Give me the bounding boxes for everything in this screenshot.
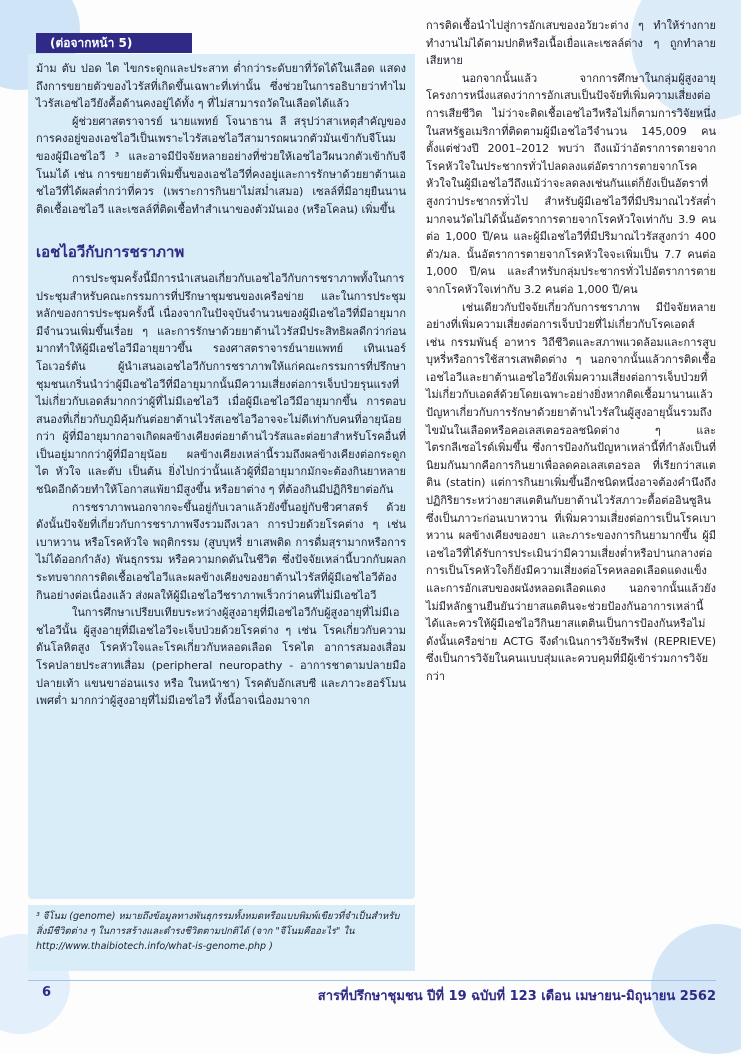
page-number: 6 <box>42 985 52 1000</box>
footnote-text: ³ จีโนม (genome) หมายถึงข้อมูลทางพันธุกรรมทั้งหมดหรือแบบพิมพ์เขียวที่จำเป็นสำหรับสิ่งมีชีวิตต่าง ๆ ในการสร้างและดำรงชีวิตตามปกติได้ (จาก "จีโนมคืออะไร" ใน <box>36 911 400 937</box>
right-column <box>426 17 716 686</box>
footer-divider <box>28 980 716 981</box>
paragraph: การชราภาพนอกจากจะขึ้นอยู่กับเวลาแล้วยังขึ้นอยู่กับชีวศาสตร์ ด้วย ดังนั้นปัจจัยที่เกี่ยวกับการชราภาพจึงรวมถึงเวลา การป่วยด้วยโรคต่าง ๆ เช่น เบาหวาน หรือโรคหัวใจ พฤติกรรม (สูบบุหรี่ ยาเสพติด การดื่มสุรามากหรือการไม่ได้ออกกำลัง) พันธุกรรม หรือความกดดันในชีวิต ซึ่งปัจจัยเหล่านี้บวกกับผลกระทบจากการติดเชื้อเอชไอวีและผลข้างเคียงของยาต้านไวรัสที่ผู้มีเอชไอวีต้องกินอย่างต่อเนื่องแล้ว ส่งผลให้ผู้มีเอชไอวีชราภาพเร็วกว่าคนที่ไม่มีเอชไอวี <box>36 500 406 602</box>
footnote-link[interactable]: http://www.thaibiotech.info/what-is-genome.php ) <box>36 941 273 952</box>
footnote <box>28 905 415 971</box>
left-column <box>36 60 406 710</box>
paragraph: นอกจากนั้นแล้ว จากการศึกษาในกลุ่มผู้สูงอายุโครงการหนึ่งแสดงว่าการอักเสบเป็นปัจจัยที่เพิ่มความเสี่ยงต่อการเสียชีวิต ไม่ว่าจะติดเชื้อเอชไอวีหรือไม่ก็ตามการวิจัยหนึ่งในสหรัฐอเมริกาที่ติดตามผู้มีเอชไอวีจำนวน 145,009 คน ตั้งแต่ช่วงปี 2001–2012 พบว่า ถึงแม้ว่าอัตราการตายจากโรคหัวใจในประชากรทั่วไปลดลงแต่อัตราการตายจากโรคหัวใจในผู้มีเอชไอวีถึงแม้ว่าจะลดลงเช่นกันแต่ก็ยังเป็นอัตราที่สูงกว่าประชากรทั่วไป สำหรับผู้มีเอชไอวีที่มีปริมาณไวรัสต่ำมากจนวัดไม่ได้นั้นอัตราการตายจากโรคหัวใจเท่ากับ 3.9 คนต่อ 1,000 ปี/คน และผู้มีเอชไอวีที่มีปริมาณไวรัสสูงกว่า 400 ตัว/มล. นั้นอัตราการตายจากโรคหัวใจจะเพิ่มเป็น 7.7 คนต่อ 1,000 ปี/คน และสำหรับกลุ่มประชากรทั่วไปอัตราการตายจากโรคหัวใจเท่ากับ 3.2 คนต่อ 1,000 ปี/คน <box>426 71 716 296</box>
paragraph: ม้าม ตับ ปอด ไต ไขกระดูกและประสาท ต่ำกว่าระดับยาที่วัดได้ในเลือด แสดงถึงการขยายตัวของไวรัสที่เกิดขึ้นเฉพาะที่เท่านั้น ซึ่งช่วยในการอธิบายว่าทำไมไวรัสเอชไอวียังคื้อด้านคงอยู่ได้ทั้ง ๆ ที่ไม่สามารถวัดในเลือดได้แล้ว <box>36 62 406 111</box>
paragraph: ในการศึกษาเปรียบเทียบระหว่างผู้สูงอายุที่มีเอชไอวีกับผู้สูงอายุที่ไม่มีเอชไอวีนั้น ผู้สูงอายุที่มีเอชไอวีจะเจ็บป่วยด้วยโรคต่าง ๆ เช่น โรคเกี่ยวกับความดันโลหิตสูง โรคหัวใจและโรคเกี่ยวกับหลอดเลือด โรคไต อาการสมองเสื่อม โรคปลายประสาทเสื่อม (peripheral neuropathy - อาการชาตามปลายมือ ปลายเท้า แขนขาอ่อนแรง หรือ ในหน้าชา) โรคตับอักเสบซี และภาวะฮอร์โมนเพศต่ำ มากกว่าผู้สูงอายุที่ไม่มีเอชไอวี ทั้งนี้อาจเนื่องมาจาก <box>36 606 406 708</box>
paragraph: เช่นเดียวกับปัจจัยเกี่ยวกับการชราภาพ มีปัจจัยหลายอย่างที่เพิ่มความเสี่ยงต่อการเจ็บป่วยที่ไม่เกี่ยวกับโรคเอดส์ เช่น กรรมพันธุ์ อาหาร วิถีชีวิตและสภาพแวดล้อมและการสูบบุหรี่หรือการใช้สารเสพติดต่าง ๆ นอกจากนั้นแล้วการติดเชื้อเอชไอวีและยาต้านเอชไอวียังเพิ่มความเสี่ยงต่อการเจ็บป่วยที่ไม่เกี่ยวกับเอดส์ด้วยโดยเฉพาะอย่างยิ่งหากติดเชื้อมานานแล้ว ปัญหาเกี่ยวกับการรักษาด้วยยาต้านไวรัสในผู้สูงอายุนั้นรวมถึงไขมันในเลือดหรือคอเลสเตอรอลชนิดต่าง ๆ และไตรกลีเซอไรด์เพิ่มขึ้น ซึ่งการป้องกันปัญหาเหล่านี้ที่กำลังเป็นที่นิยมกันมากคือการกินยาเพื่อลดคอเลสเตอรอล ที่เรียกว่าสแตติน (statin) แต่การกินยาเพิ่มขึ้นอีกชนิดหนึ่งอาจต้องคำนึงถึงปฏิกิริยาระหว่างยาสแตตินกับยาต้านไวรัสภาวะดื้อต่ออินซูลินซึ่งเป็นภาวะก่อนเบาหวาน ที่เพิ่มความเสี่ยงต่อการเป็นโรคเบาหวาน ผลข้างเคียงของยา และภาระของการกินยามากขึ้น ผู้มีเอชไอวีที่ได้รับการประเมินว่ามีความเสี่ยงต่ำหรือปานกลางต่อการเป็นโรคหัวใจก็ยังมีความเสี่ยงต่อโรคหลอดเลือดแดงแข็งและการอักเสบของผนังหลอดเลือดแดง นอกจากนั้นแล้วยังไม่มีหลักฐานยืนยันว่ายาสแตตินจะช่วยป้องกันอาการเหล่านี้ได้และควรให้ผู้มีเอชไอวีกินยาสแตตินเป็นการป้องกันหรือไม่ ดังนั้นเครือข่าย ACTG จึงดำเนินการวิจัยรีพรีฟ (REPRIEVE) ซึ่งเป็นการวิจัยในคนแบบสุ่มและควบคุมที่มีผู้เข้าร่วมการวิจัยกว่า <box>426 300 716 683</box>
paragraph: การติดเชื้อนำไปสู่การอักเสบของอวัยวะต่าง ๆ ทำให้ร่างกายทำงานไม่ได้ตามปกติหรือเนื้อเยื่อและเซลล์ต่าง ๆ ถูกทำลายเสียหาย <box>426 19 716 68</box>
paragraph: การประชุมครั้งนี้มีการนำเสนอเกี่ยวกับเอชไอวีกับการชราภาพทั้งในการประชุมสำหรับคณะกรรมการที่ปรึกษาชุมชนของเครือข่าย และในการประชุมหลักของการประชุมครั้งนี้ เนื่องจากในปัจจุบันจำนวนของผู้มีเอชไอวีที่มีอายุมากมีจำนวนเพิ่มขึ้นเรื่อย ๆ และการรักษาด้วยยาต้านไวรัสมีประสิทธิผลดีกว่าก่อนมากทำให้ผู้มีเอชไอวีมีอายุยาวขึ้น รองศาสตราจารย์นายแพทย์ เทินเนอร์ โอเวอร์ตัน ผู้นำเสนอเอชไอวีกับการชราภาพให้แก่คณะกรรมการที่ปรึกษาชุมชนเกริ่นนำว่าผู้มีเอชไอวีที่มีอายุมากนั้นมีความเสี่ยงต่อการเจ็บป่วยรุนแรงที่ไม่เกี่ยวกับเอดส์มากกว่าผู้ที่ไม่มีเอชไอวี เมื่อผู้มีเอชไอวีมีอายุมากขึ้น การตอบสนองที่เกี่ยวกับภูมิคุ้มกันต่อยาต้านไวรัสเอชไอวีอาจจะไม่ดีเท่ากับคนที่อายุน้อยกว่า ผู้ที่มีอายุมากอาจเกิดผลข้างเคียงต่อยาต้านไวรัสและต่อยาสำหรับโรคอื่นที่เป็นอยู่มากกว่าผู้ที่มีอายุน้อย ผลข้างเคียงเหล่านี้รวมถึงผลข้างเคียงต่อกระดูก ไต หัวใจ และตับ เป็นต้น ยิ่งไปกว่านั้นแล้วผู้ที่มีอายุมากมักจะต้องกินยาหลายชนิดอีกด้วยทำให้โอกาสแพ้ยามีสูงขึ้น หรือยาต่าง ๆ ที่ต้องกินมีปฏิกิริยาต่อกัน <box>36 271 406 497</box>
continued-from-label: (ต่อจากหน้า 5) <box>36 33 192 53</box>
section-heading: เอชไอวีกับการชราภาพ <box>36 243 185 262</box>
publication-title: สารที่ปรึกษาชุมชน ปีที่ 19 ฉบับที่ 123 เดือน เมษายน-มิถุนายน 2562 <box>317 989 716 1004</box>
paragraph: ผู้ช่วยศาสตราจารย์ นายแพทย์ โจนาธาน ลี สรุปว่าสาเหตุสำคัญของการคงอยู่ของเอชไอวีเป็นเพราะไวรัสเอชไอวีสามารถผนวกตัวมันเข้ากับจีโนมของผู้มีเอชไอวี ³ และอาจมีปัจจัยหลายอย่างที่ช่วยให้เอชไอวีผนวกตัวเข้ากับจีโนมได้ เช่น การขยายตัวเพิ่มขึ้นของเอชไอวีที่คงอยู่และการรักษาด้วยยาต้านเอชไอวีที่ได้ผลต่ำกว่าที่ควร (เพราะการกินยาไม่สม่ำเสมอ) เซลล์ที่มีอายุยืนนานติดเชื้อเอชไอวี และเซลล์ที่ติดเชื้อทำสำเนาของตัวมันเอง (หรือโคลน) เพิ่มขึ้น <box>36 114 406 216</box>
